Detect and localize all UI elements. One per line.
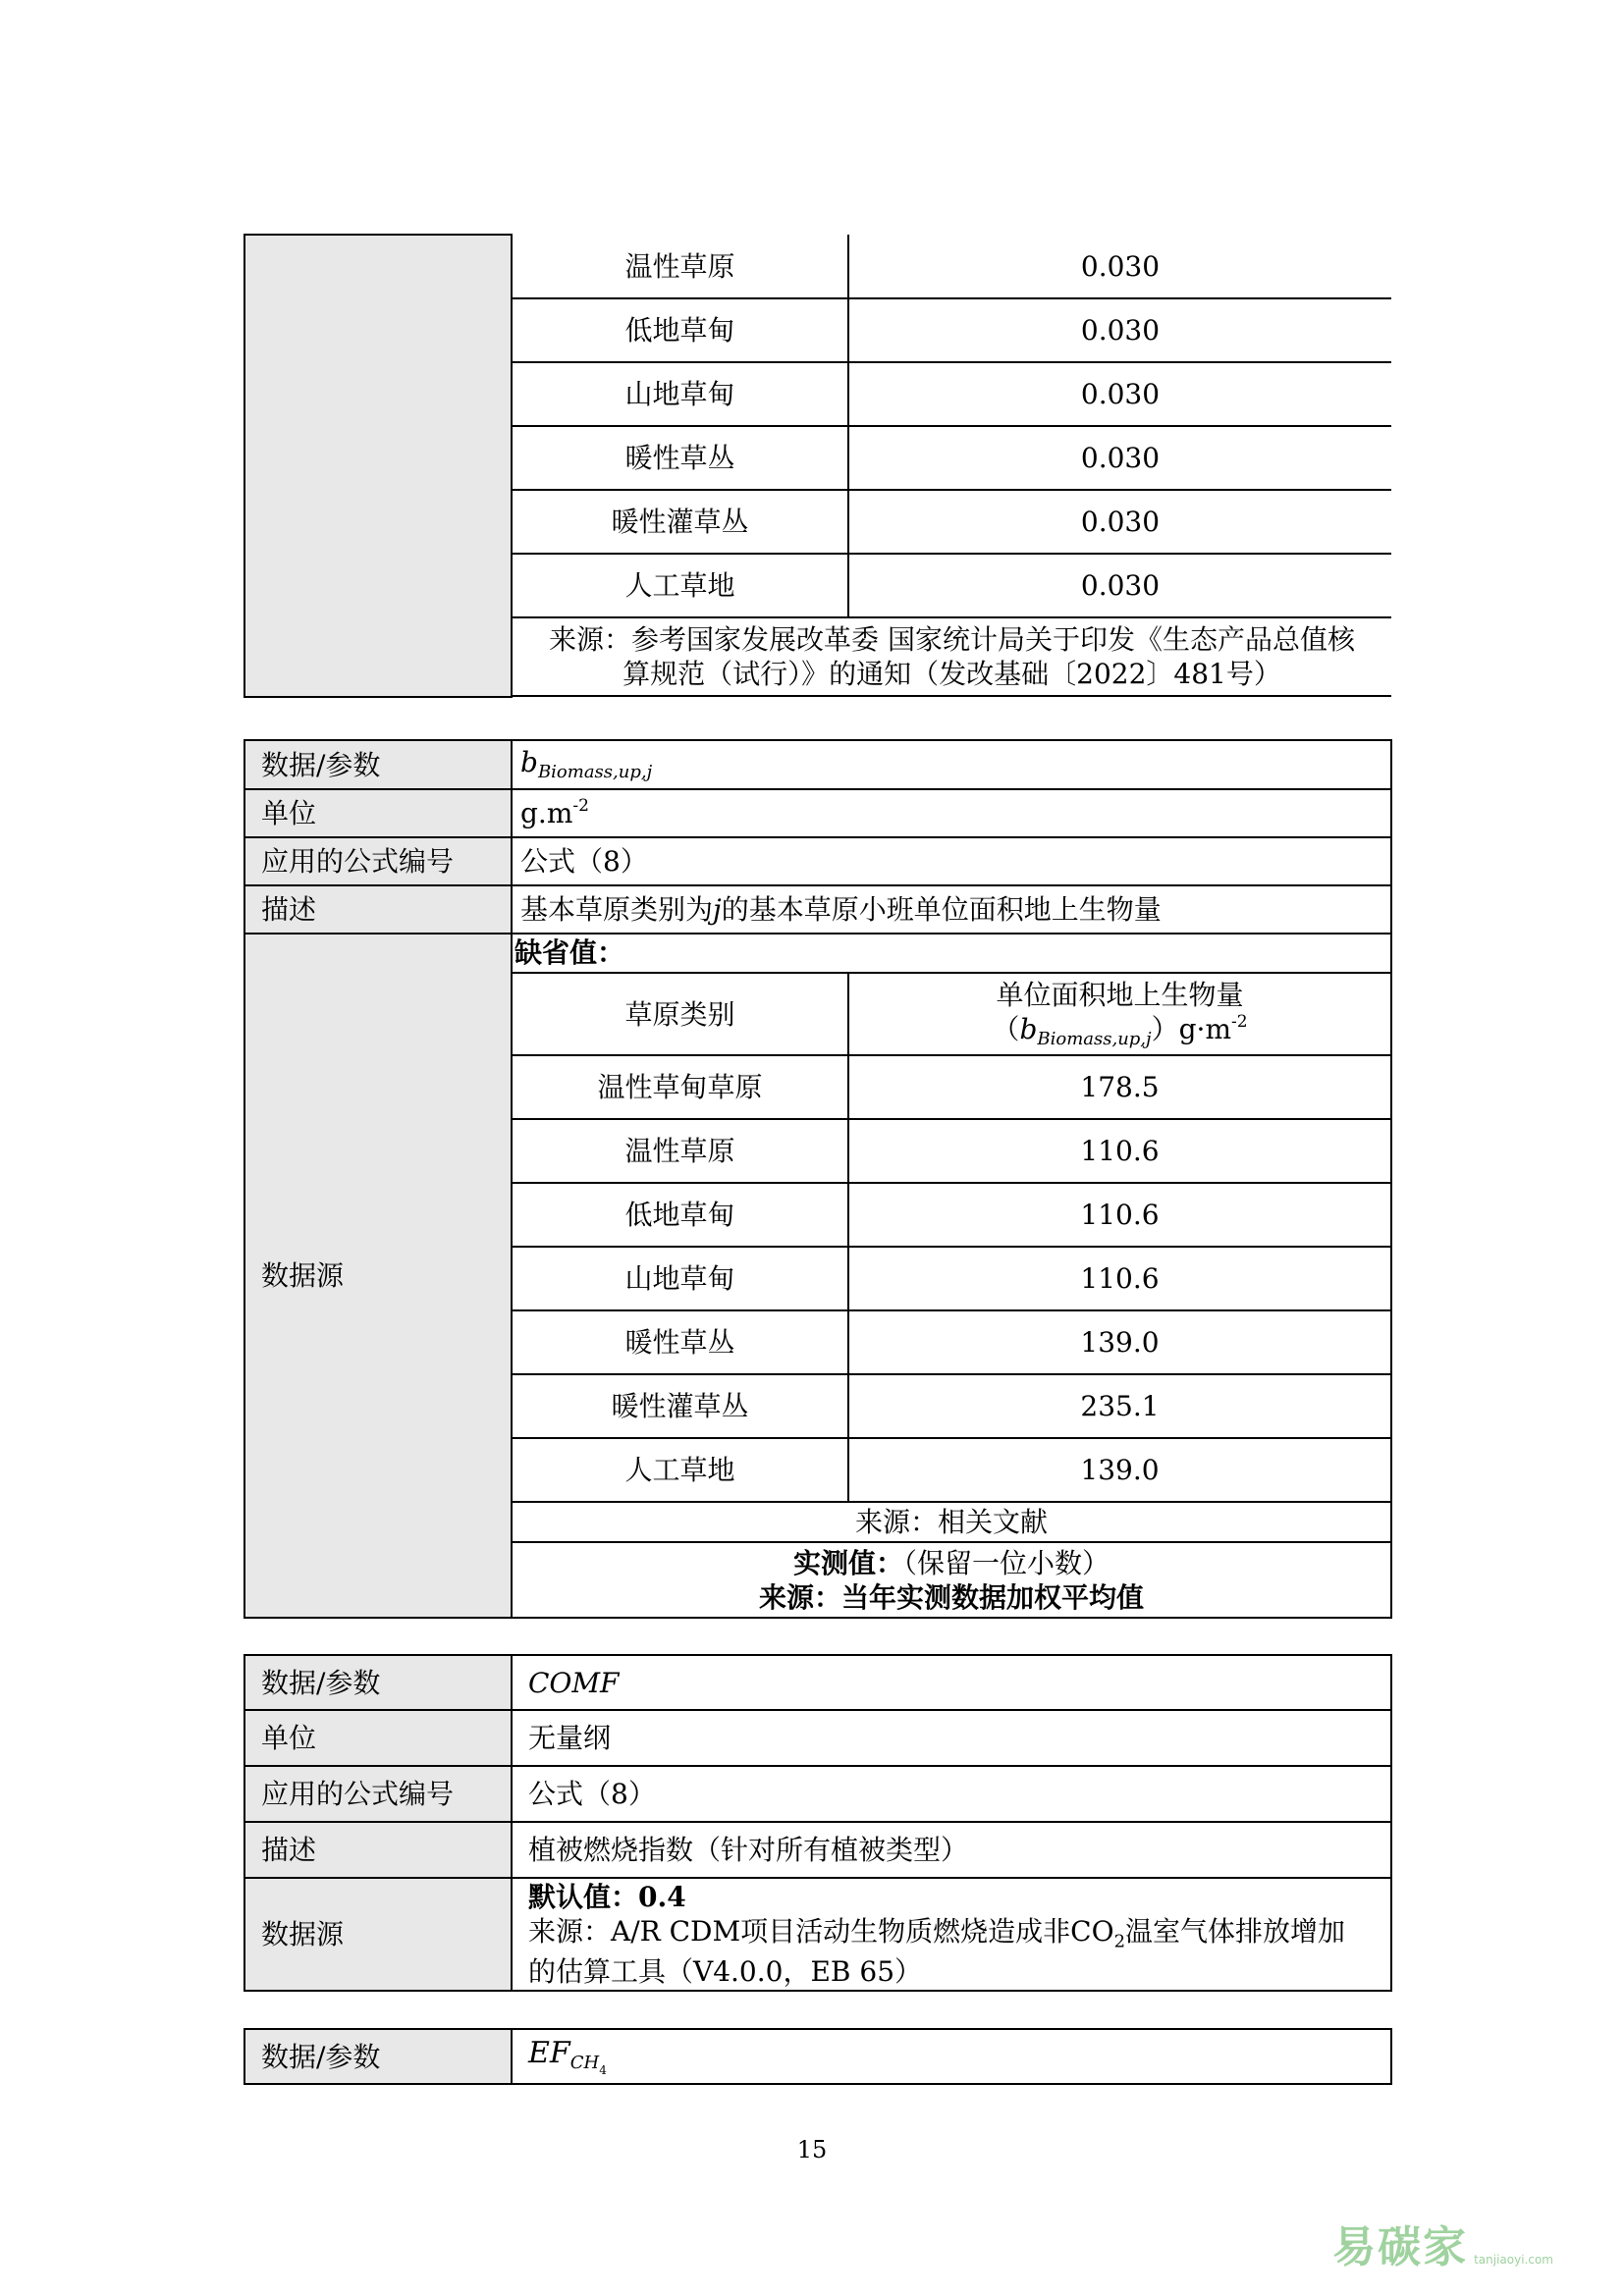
- table-row: [513, 298, 1391, 362]
- source-note: 来源：相关文献: [513, 1502, 1390, 1542]
- value-cell: 0.030: [848, 362, 1391, 426]
- biomass-value-cell: 110.6: [848, 1247, 1390, 1310]
- formula-value: 公式（8）: [512, 837, 1391, 885]
- grassland-type-cell: 暖性草丛: [513, 1310, 848, 1374]
- grassland-type-cell: 温性草原: [513, 235, 848, 298]
- biomass-value-cell: 235.1: [848, 1374, 1390, 1438]
- biomass-inner-table: [513, 972, 1390, 1617]
- label-description: 描述: [244, 1822, 512, 1878]
- grassland-type-cell: 暖性草丛: [513, 426, 848, 490]
- value-cell: 0.030: [848, 298, 1391, 362]
- column-header-type: 草原类别: [513, 973, 848, 1055]
- label-formula: 应用的公式编号: [244, 1766, 512, 1822]
- grassland-type-cell: 山地草甸: [513, 362, 848, 426]
- description-value: 植被燃烧指数（针对所有植被类型）: [512, 1822, 1391, 1878]
- grassland-type-cell: 人工草地: [513, 554, 848, 617]
- biomass-value-cell: 110.6: [848, 1119, 1390, 1183]
- page-number: 15: [796, 2136, 828, 2163]
- default-value-label: 缺省值：: [514, 936, 625, 969]
- biomass-value-cell: 110.6: [848, 1183, 1390, 1247]
- label-param: 数据/参数: [244, 740, 512, 789]
- label-formula: 应用的公式编号: [244, 837, 512, 885]
- table-biomass-parameter: [244, 739, 1392, 1619]
- grassland-type-cell: 暖性灌草丛: [513, 1374, 848, 1438]
- data-source-value: 默认值：0.4 来源：A/R CDM项目活动生物质燃烧造成非$CO_2$温室气体排放增加 的估算工具（V4.0.0，EB 65）: [512, 1878, 1391, 1991]
- table-row: [513, 235, 1391, 298]
- continuation-inner-table: [513, 235, 1391, 697]
- table-row: [513, 1119, 1390, 1183]
- param-symbol: $b_{Biomass,up,j}$: [512, 740, 1391, 789]
- grassland-type-cell: 暖性灌草丛: [513, 490, 848, 554]
- label-cell-empty: [244, 235, 512, 697]
- label-description: 描述: [244, 885, 512, 934]
- column-header-biomass: 单位面积地上生物量 $(b_{Biomass,up,j})g\cdot m^{-2}$: [848, 973, 1390, 1055]
- table-row: [513, 1247, 1390, 1310]
- table-comf-parameter: [244, 1654, 1392, 1992]
- measured-row: [513, 1542, 1390, 1617]
- watermark-domain: tanjiaoyi.com: [1474, 2253, 1553, 2267]
- value-cell: 0.030: [848, 235, 1391, 298]
- label-unit: 单位: [244, 789, 512, 837]
- grassland-type-cell: 温性草原: [513, 1119, 848, 1183]
- unit-value: $g.m^{-2}$: [512, 789, 1391, 837]
- table-row: [513, 1055, 1390, 1119]
- biomass-value-cell: 139.0: [848, 1438, 1390, 1502]
- biomass-value-cell: 178.5: [848, 1055, 1390, 1119]
- table-row: [513, 1310, 1390, 1374]
- table-row: [513, 1438, 1390, 1502]
- param-symbol: COMF: [512, 1655, 1391, 1710]
- watermark-text: 易碳家: [1332, 2222, 1469, 2272]
- biomass-value-cell: 139.0: [848, 1310, 1390, 1374]
- grassland-type-cell: 低地草甸: [513, 298, 848, 362]
- unit-value: 无量纲: [512, 1710, 1391, 1766]
- label-data-source: 数据源: [244, 1878, 512, 1991]
- table-continuation: [244, 234, 1391, 698]
- grassland-type-cell: 人工草地: [513, 1438, 848, 1502]
- grassland-type-cell: 低地草甸: [513, 1183, 848, 1247]
- source-row: [513, 617, 1391, 696]
- measured-note: 实测值：（保留一位小数） 来源：当年实测数据加权平均值: [513, 1542, 1390, 1617]
- label-unit: 单位: [244, 1710, 512, 1766]
- value-cell: 0.030: [848, 490, 1391, 554]
- value-cell: 0.030: [848, 554, 1391, 617]
- source-note: 来源：参考国家发展改革委 国家统计局关于印发《生态产品总值核 算规范（试行）》的通知（发改基础〔2022〕481号）: [513, 617, 1391, 696]
- table-row: [513, 490, 1391, 554]
- label-param: 数据/参数: [244, 1655, 512, 1710]
- table-row: [513, 426, 1391, 490]
- grassland-type-cell: 温性草甸草原: [513, 1055, 848, 1119]
- data-source-cell: [512, 934, 1391, 1618]
- inner-header-row: [513, 973, 1390, 1055]
- param-symbol: $EF_{CH4}$: [512, 2029, 1391, 2084]
- table-row: [513, 362, 1391, 426]
- table-row: [513, 554, 1391, 617]
- source-row: [513, 1502, 1390, 1542]
- table-row: [513, 1374, 1390, 1438]
- formula-value: 公式（8）: [512, 1766, 1391, 1822]
- table-row: [513, 1183, 1390, 1247]
- table-ef-ch4-parameter: [244, 2028, 1392, 2085]
- description-value: 基本草原类别为j的基本草原小班单位面积地上生物量: [512, 885, 1391, 934]
- label-param: 数据/参数: [244, 2029, 512, 2084]
- grassland-type-cell: 山地草甸: [513, 1247, 848, 1310]
- label-data-source: 数据源: [244, 934, 512, 1618]
- value-cell: 0.030: [848, 426, 1391, 490]
- watermark-logo: [1332, 2212, 1553, 2274]
